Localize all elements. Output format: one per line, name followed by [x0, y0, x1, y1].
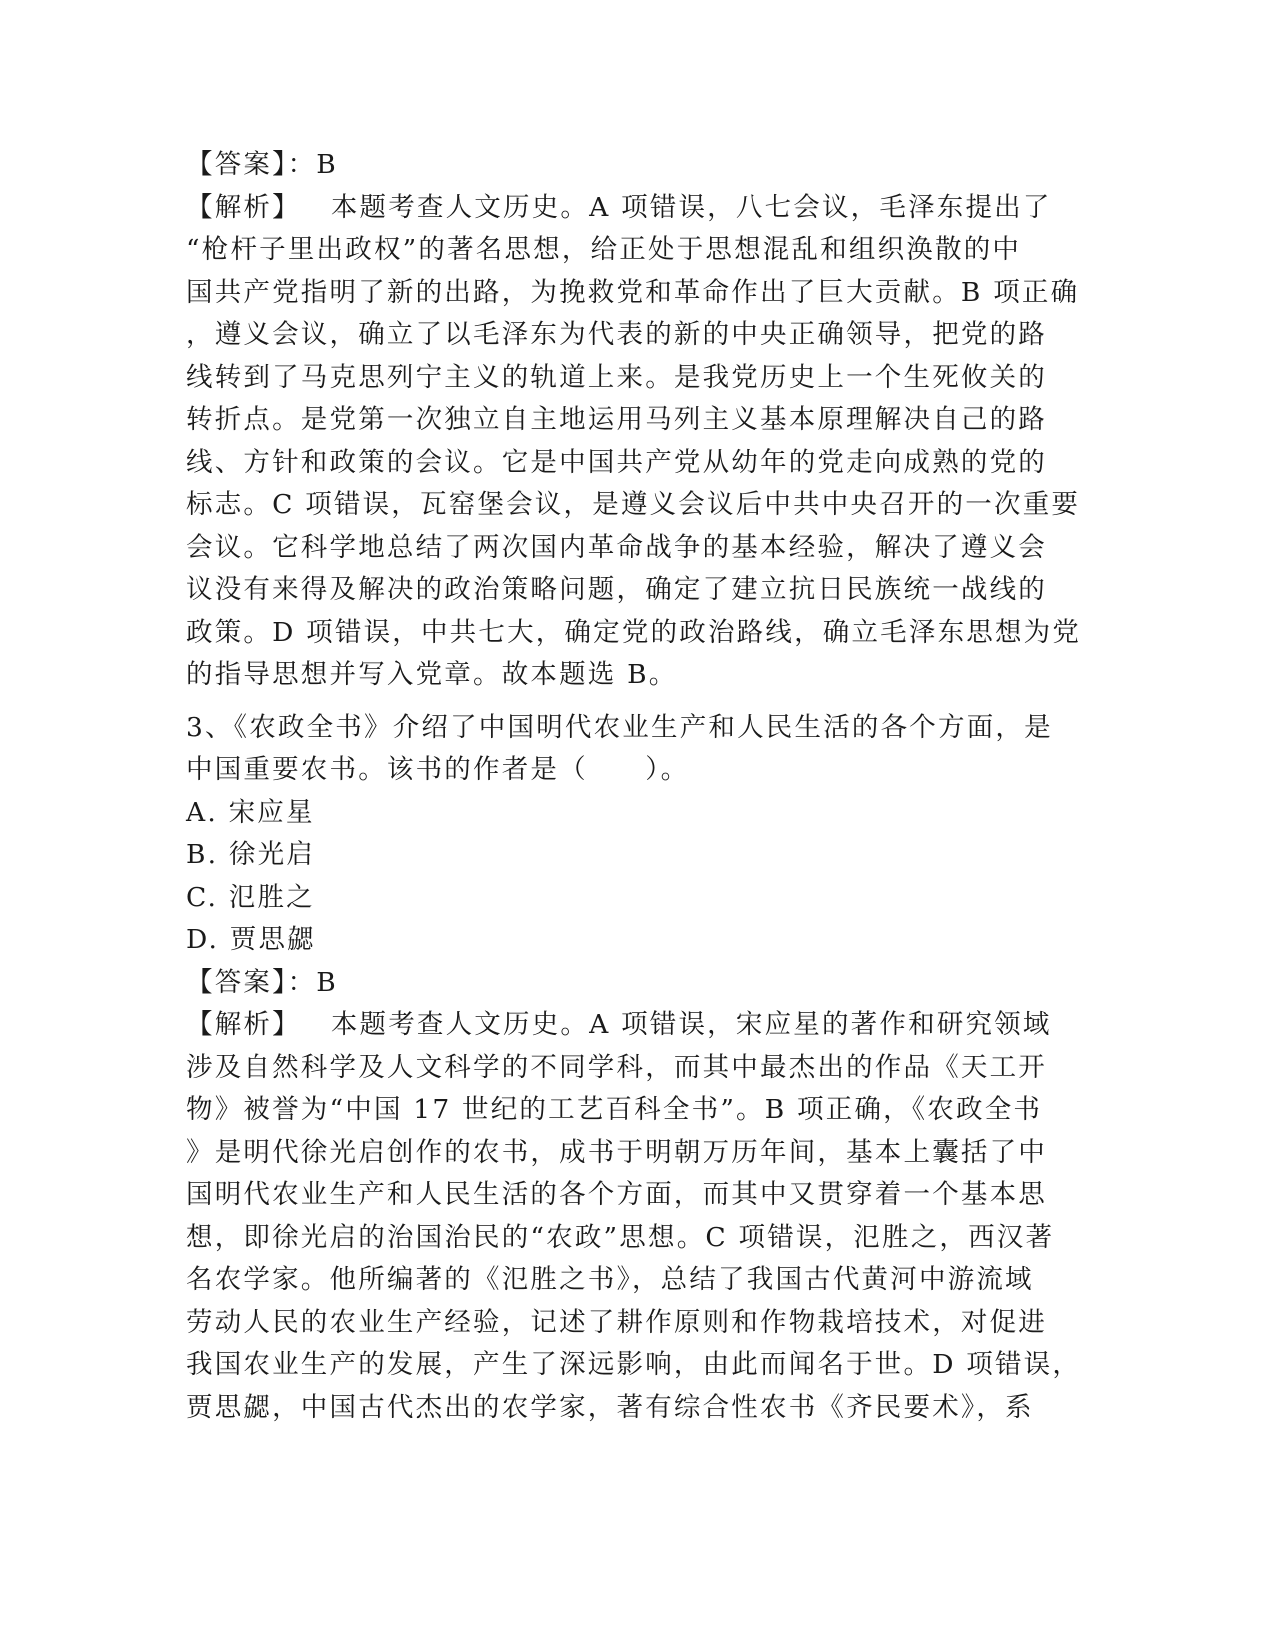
q3-analysis-text: 想，即徐光启的治国治民的“农政”思想。C 项错误，氾胜之，西汉著: [186, 1221, 1055, 1253]
q3-option-b: B. 徐光启: [186, 839, 316, 870]
q3-option-c: C. 氾胜之: [186, 881, 315, 913]
q3-analysis-text: 国明代农业生产和人民生活的各个方面，而其中又贯穿着一个基本思: [186, 1179, 1047, 1210]
q3-analysis-text: 物》被誉为“中国 17 世纪的工艺百科全书”。B 项正确，《农政全书: [186, 1094, 1043, 1125]
q2-analysis-text: 的指导思想并写入党章。故本题选 B。: [186, 659, 678, 690]
q3-analysis-text: 》是明代徐光启创作的农书，成书于明朝万历年间，基本上囊括了中: [186, 1136, 1047, 1168]
q2-analysis-text: 政策。D 项错误，中共七大，确定党的政治路线，确立毛泽东思想为党: [186, 616, 1082, 648]
q3-analysis-text: 我国农业生产的发展，产生了深远影响，由此而闻名于世。D 项错误，: [186, 1349, 1082, 1380]
q2-analysis-line: [186, 187, 1086, 230]
section-spacer: [186, 697, 1086, 707]
q3-answer-line: [186, 962, 1086, 1005]
q3-analysis-label: 【解析】: [186, 1009, 301, 1040]
q2-analysis-text: 会议。它科学地总结了两次国内革命战争的基本经验，解决了遵义会: [186, 531, 1047, 563]
q3-analysis-text: 贾思勰，中国古代杰出的农学家，著有综合性农书《齐民要术》，系: [186, 1391, 1034, 1423]
q2-answer-line: [186, 144, 1086, 187]
q2-analysis-text: 线转到了马克思列宁主义的轨道上来。是我党历史上一个生死攸关的: [186, 361, 1047, 393]
q2-analysis-text: 国共产党指明了新的出路，为挽救党和革命作出了巨大贡献。B 项正确: [186, 276, 1080, 308]
q3-analysis-line: [186, 1004, 1086, 1047]
q2-analysis-text: ，遵义会议，确立了以毛泽东为代表的新的中央正确领导，把党的路: [186, 319, 1047, 350]
q3-option-d: D. 贾思勰: [186, 924, 316, 955]
q3-analysis-text: 劳动人民的农业生产经验，记述了耕作原则和作物栽培技术，对促进: [186, 1306, 1047, 1338]
q3-answer-label: 【答案】: [186, 966, 288, 998]
q3-option-a: A. 宋应星: [186, 796, 315, 828]
q2-analysis-label: 【解析】: [186, 191, 301, 223]
q2-analysis-text: “枪杆子里出政权”的著名思想，给正处于思想混乱和组织涣散的中: [186, 234, 1022, 265]
q2-analysis-text: 本题考查人文历史。A 项错误，八七会议，毛泽东提出了: [330, 191, 1052, 223]
q3-analysis-text: 涉及自然科学及人文科学的不同学科，而其中最杰出的作品《天工开: [186, 1051, 1047, 1083]
q3-question-text: 中国重要农书。该书的作者是（ ）。: [186, 754, 690, 785]
q3-question-text: 3、《农政全书》介绍了中国明代农业生产和人民生活的各个方面，是: [186, 711, 1053, 743]
q2-answer-label: 【答案】: [186, 149, 288, 180]
q2-answer-separator: ：: [287, 149, 317, 180]
q2-analysis-text: 标志。C 项错误，瓦窑堡会议，是遵义会议后中共中央召开的一次重要: [186, 489, 1081, 520]
q2-analysis-text: 议没有来得及解决的政治策略问题，确定了建立抗日民族统一战线的: [186, 574, 1047, 605]
q3-analysis-text: 本题考查人文历史。A 项错误，宋应星的著作和研究领域: [330, 1009, 1052, 1040]
document-content: [186, 144, 1086, 1429]
q3-answer-separator: ：: [287, 966, 317, 998]
q2-analysis-text: 转折点。是党第一次独立自主地运用马列主义基本原理解决自己的路: [186, 404, 1047, 435]
q3-analysis-text: 名农学家。他所编著的《氾胜之书》，总结了我国古代黄河中游流域: [186, 1264, 1034, 1295]
q3-answer-value: B: [316, 966, 338, 998]
q2-analysis-text: 线、方针和政策的会议。它是中国共产党从幼年的党走向成熟的党的: [186, 446, 1047, 478]
q2-answer-value: B: [316, 149, 338, 180]
